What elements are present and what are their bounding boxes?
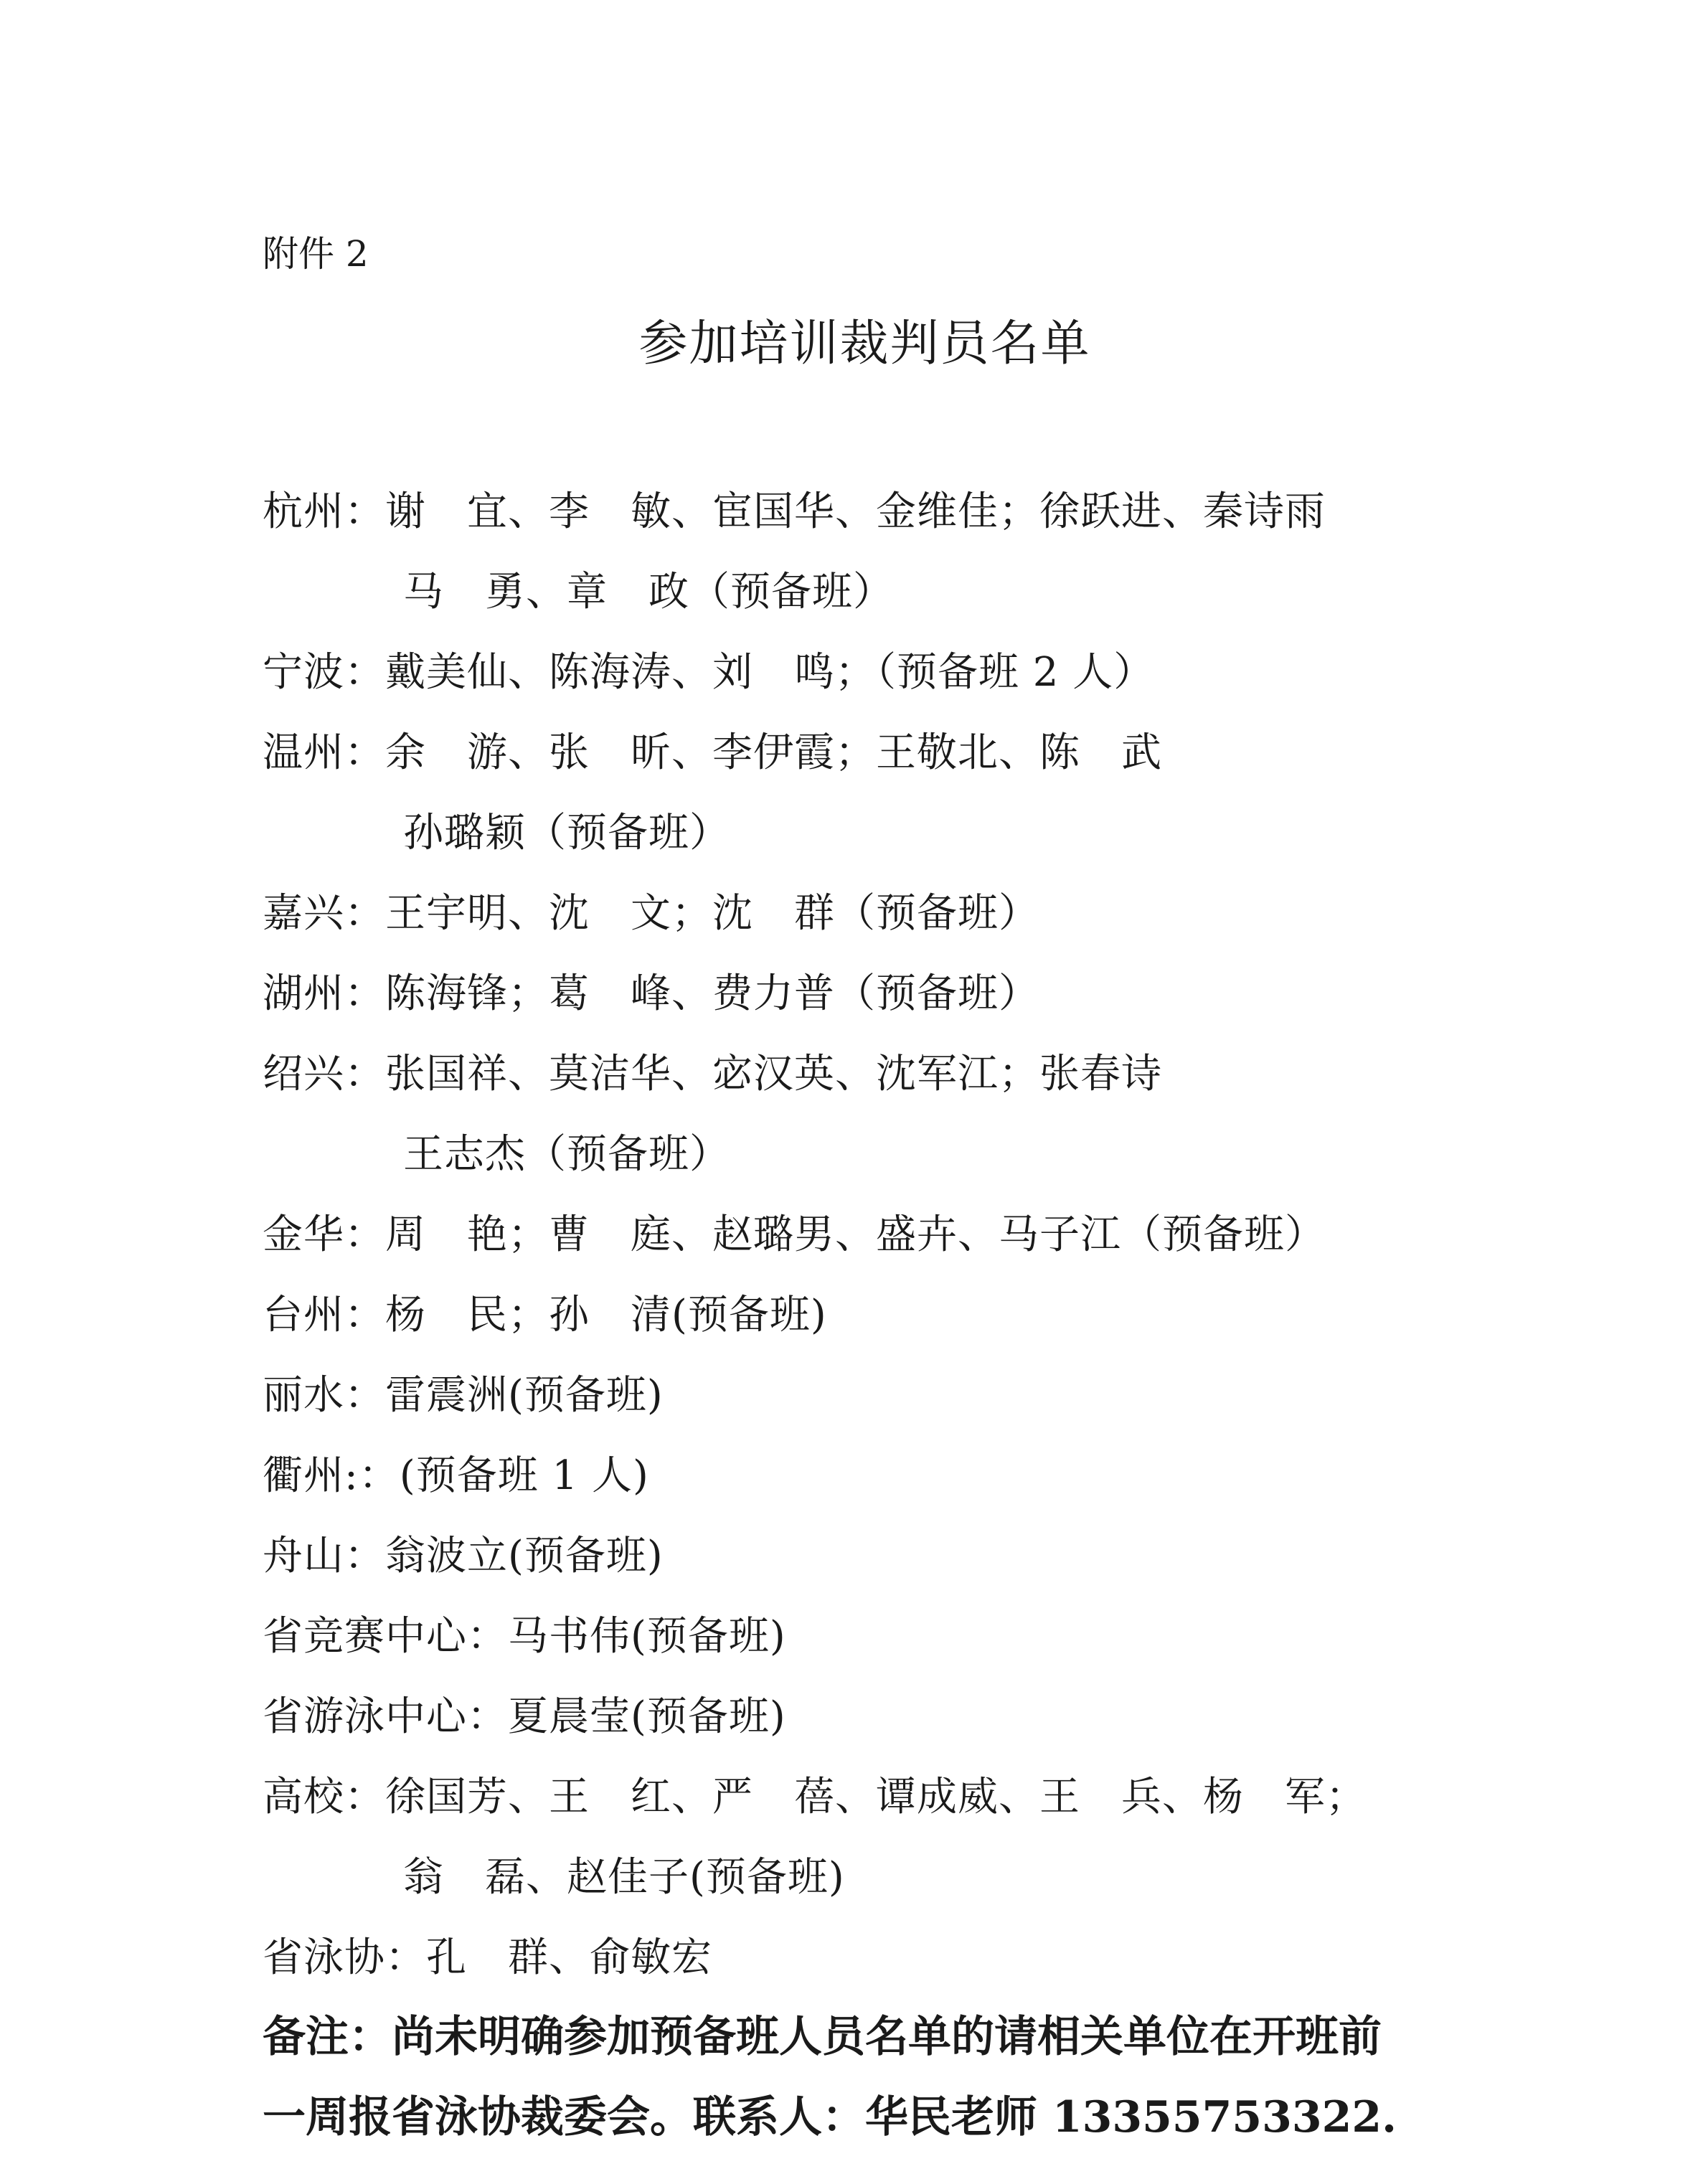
list-line-universities: 高校：徐国芳、王 红、严 蓓、谭成威、王 兵、杨 军； [263,1774,1367,1820]
list-line-universities-cont: 翁 磊、赵佳子(预备班) [403,1854,845,1901]
list-line-swimming-association: 省泳协：孔 群、俞敏宏 [263,1934,712,1981]
list-line-zhoushan: 舟山：翁波立(预备班) [263,1533,664,1579]
list-line-shaoxing-cont: 王志杰（预备班） [403,1131,730,1178]
note-line-1: 备注：尚未明确参加预备班人员名单的请相关单位在开班前 [263,2012,1382,2062]
list-line-wenzhou-cont: 孙璐颖（预备班） [403,810,730,856]
list-line-jinhua: 金华：周 艳；曹 庭、赵璐男、盛卉、马子江（预备班） [263,1211,1326,1258]
document-title: 参加培训裁判员名单 [638,316,1091,372]
list-line-hangzhou: 杭州：谢 宜、李 敏、宦国华、金维佳；徐跃进、秦诗雨 [263,488,1326,535]
list-line-swimming-center: 省游泳中心：夏晨莹(预备班) [263,1693,786,1740]
list-line-taizhou: 台州：杨 民；孙 清(预备班) [263,1292,827,1338]
list-line-jiaxing: 嘉兴：王宇明、沈 文；沈 群（预备班） [263,890,1039,937]
list-line-quzhou: 衢州:：(预备班 1 人) [263,1452,649,1499]
list-line-shaoxing: 绍兴：张国祥、莫洁华、宓汉英、沈军江；张春诗 [263,1051,1162,1097]
attachment-label: 附件 2 [263,233,369,275]
list-line-ningbo: 宁波：戴美仙、陈海涛、刘 鸣；（预备班 2 人） [263,649,1155,696]
note-line-2: 一周报省泳协裁委会。联系人：华民老师 13355753322. [263,2092,1397,2142]
list-line-competition-center: 省竞赛中心：马书伟(预备班) [263,1613,786,1660]
list-line-wenzhou: 温州：余 游、张 昕、李伊霞；王敬北、陈 武 [263,729,1162,776]
list-line-hangzhou-cont: 马 勇、章 政（预备班） [403,569,894,615]
list-line-lishui: 丽水：雷震洲(预备班) [263,1372,664,1419]
list-line-huzhou: 湖州：陈海锋；葛 峰、费力普（预备班） [263,970,1039,1017]
